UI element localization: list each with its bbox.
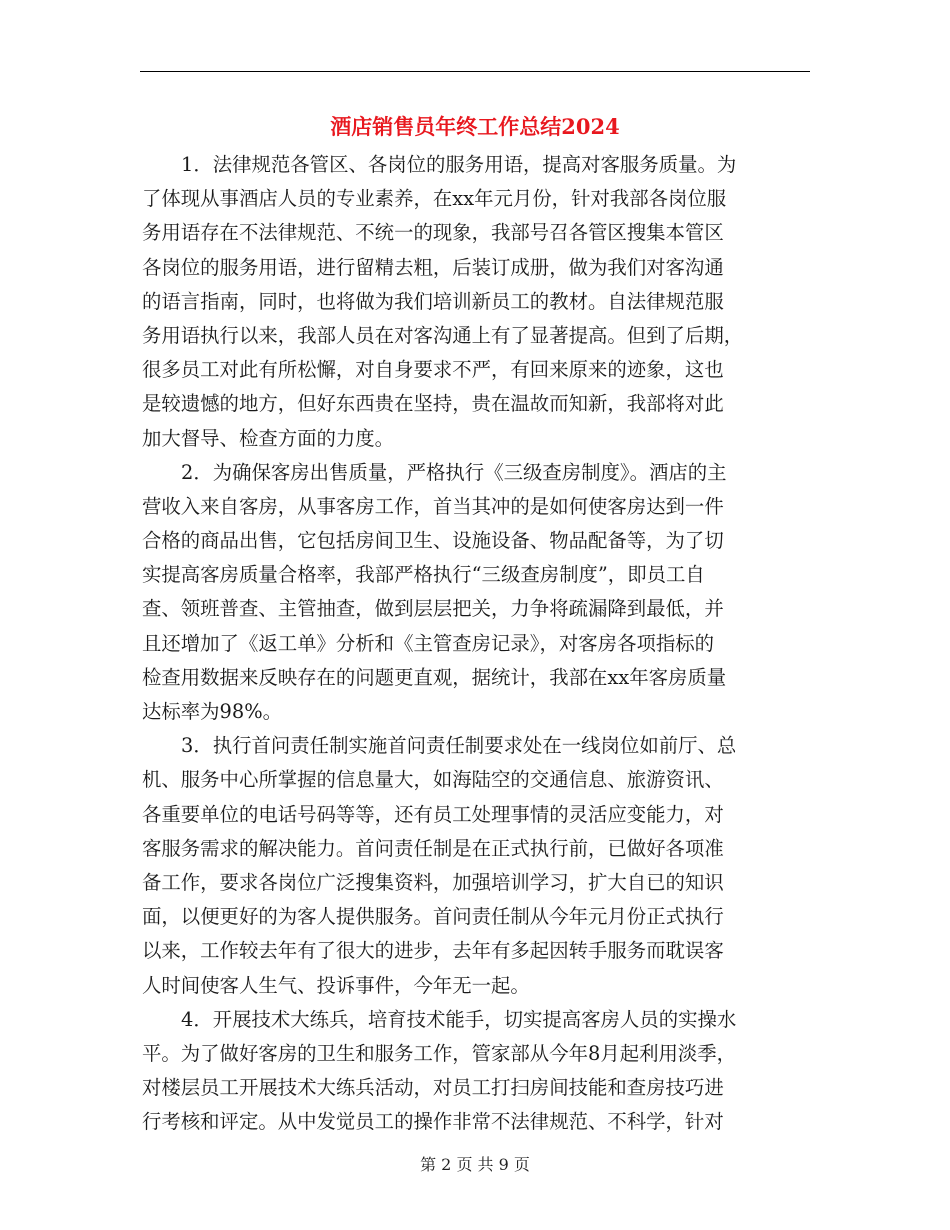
paragraph-2-line: 且还增加了《返工单》分析和《主管查房记录》，对客房各项指标的 [142, 631, 715, 655]
paragraph-4-line: 平。为了做好客房的卫生和服务工作，管家部从今年8月起利用淡季， [142, 1041, 737, 1065]
paragraph-3-line: 面，以便更好的为客人提供服务。首问责任制从今年元月份正式执行 [142, 905, 724, 929]
header-rule [140, 71, 810, 72]
paragraph-1-line: 1．法律规范各管区、各岗位的服务用语，提高对客服务质量。为 [181, 153, 737, 176]
document-title: 酒店销售员年终工作总结2024 [330, 114, 620, 139]
paragraph-2-line: 营收入来自客房，从事客房工作，首当其冲的是如何使客房达到一件 [142, 494, 724, 518]
paragraph-4-line: 对楼层员工开展技术大练兵活动，对员工打扫房间技能和查房技巧进 [142, 1076, 724, 1100]
paragraph-4-line: 4．开展技术大练兵，培育技术能手，切实提高客房人员的实操水 [181, 1007, 737, 1031]
paragraph-1-line: 务用语存在不法律规范、不统一的现象，我部号召各管区搜集本管区 [142, 221, 724, 245]
paragraph-3-line: 机、服务中心所掌握的信息量大，如海陆空的交通信息、旅游资讯、 [142, 768, 724, 792]
paragraph-3-line: 备工作，要求各岗位广泛搜集资料，加强培训学习，扩大自已的知识 [142, 870, 724, 894]
paragraph-2-line: 查、领班普查、主管抽查，做到层层把关，力争将疏漏降到最低，并 [142, 597, 724, 621]
paragraph-2-line: 实提高客房质量合格率，我部严格执行“三级查房制度”，即员工自 [142, 563, 705, 587]
paragraph-1-line: 是较遗憾的地方，但好东西贵在坚持，贵在温故而知新，我部将对此 [142, 392, 724, 416]
paragraph-1-line: 加大督导、检查方面的力度。 [142, 426, 395, 450]
paragraph-1-line: 的语言指南，同时，也将做为我们培训新员工的教材。自法律规范服 [142, 289, 724, 313]
paragraph-2-line: 合格的商品出售，它包括房间卫生、设施设备、物品配备等，为了切 [142, 529, 724, 553]
paragraph-4-line: 行考核和评定。从中发觉员工的操作非常不法律规范、不科学，针对 [142, 1110, 724, 1134]
paragraph-2-line: 达标率为98%。 [142, 700, 283, 723]
paragraph-1-line: 很多员工对此有所松懈，对自身要求不严，有回来原来的迹象，这也 [142, 358, 724, 382]
paragraph-3-line: 以来，工作较去年有了很大的进步，去年有多起因转手服务而耽误客 [142, 939, 724, 963]
paragraph-1-line: 了体现从事酒店人员的专业素养，在xx年元月份，针对我部各岗位服 [142, 187, 727, 211]
paragraph-3-line: 人时间使客人生气、投诉事件，今年无一起。 [142, 973, 530, 997]
paragraph-3-line: 3．执行首问责任制实施首问责任制要求处在一线岗位如前厅、总 [181, 734, 737, 758]
paragraph-2-line: 2．为确保客房出售质量，严格执行《三级查房制度》。酒店的主 [181, 460, 727, 484]
paragraph-1-line: 务用语执行以来，我部人员在对客沟通上有了显著提高。但到了后期， [142, 323, 744, 347]
document-body [142, 148, 810, 1139]
paragraph-3-line: 客服务需求的解决能力。首问责任制是在正式执行前，已做好各项准 [142, 836, 724, 860]
paragraph-1-line: 各岗位的服务用语，进行留精去粗，后装订成册，做为我们对客沟通 [142, 255, 724, 279]
paragraph-2-line: 检查用数据来反映存在的问题更直观，据统计，我部在xx年客房质量 [142, 665, 727, 689]
paragraph-3-line: 各重要单位的电话号码等等，还有员工处理事情的灵活应变能力，对 [142, 802, 724, 826]
page-number-footer: 第 2 页 共 9 页 [420, 1155, 530, 1174]
